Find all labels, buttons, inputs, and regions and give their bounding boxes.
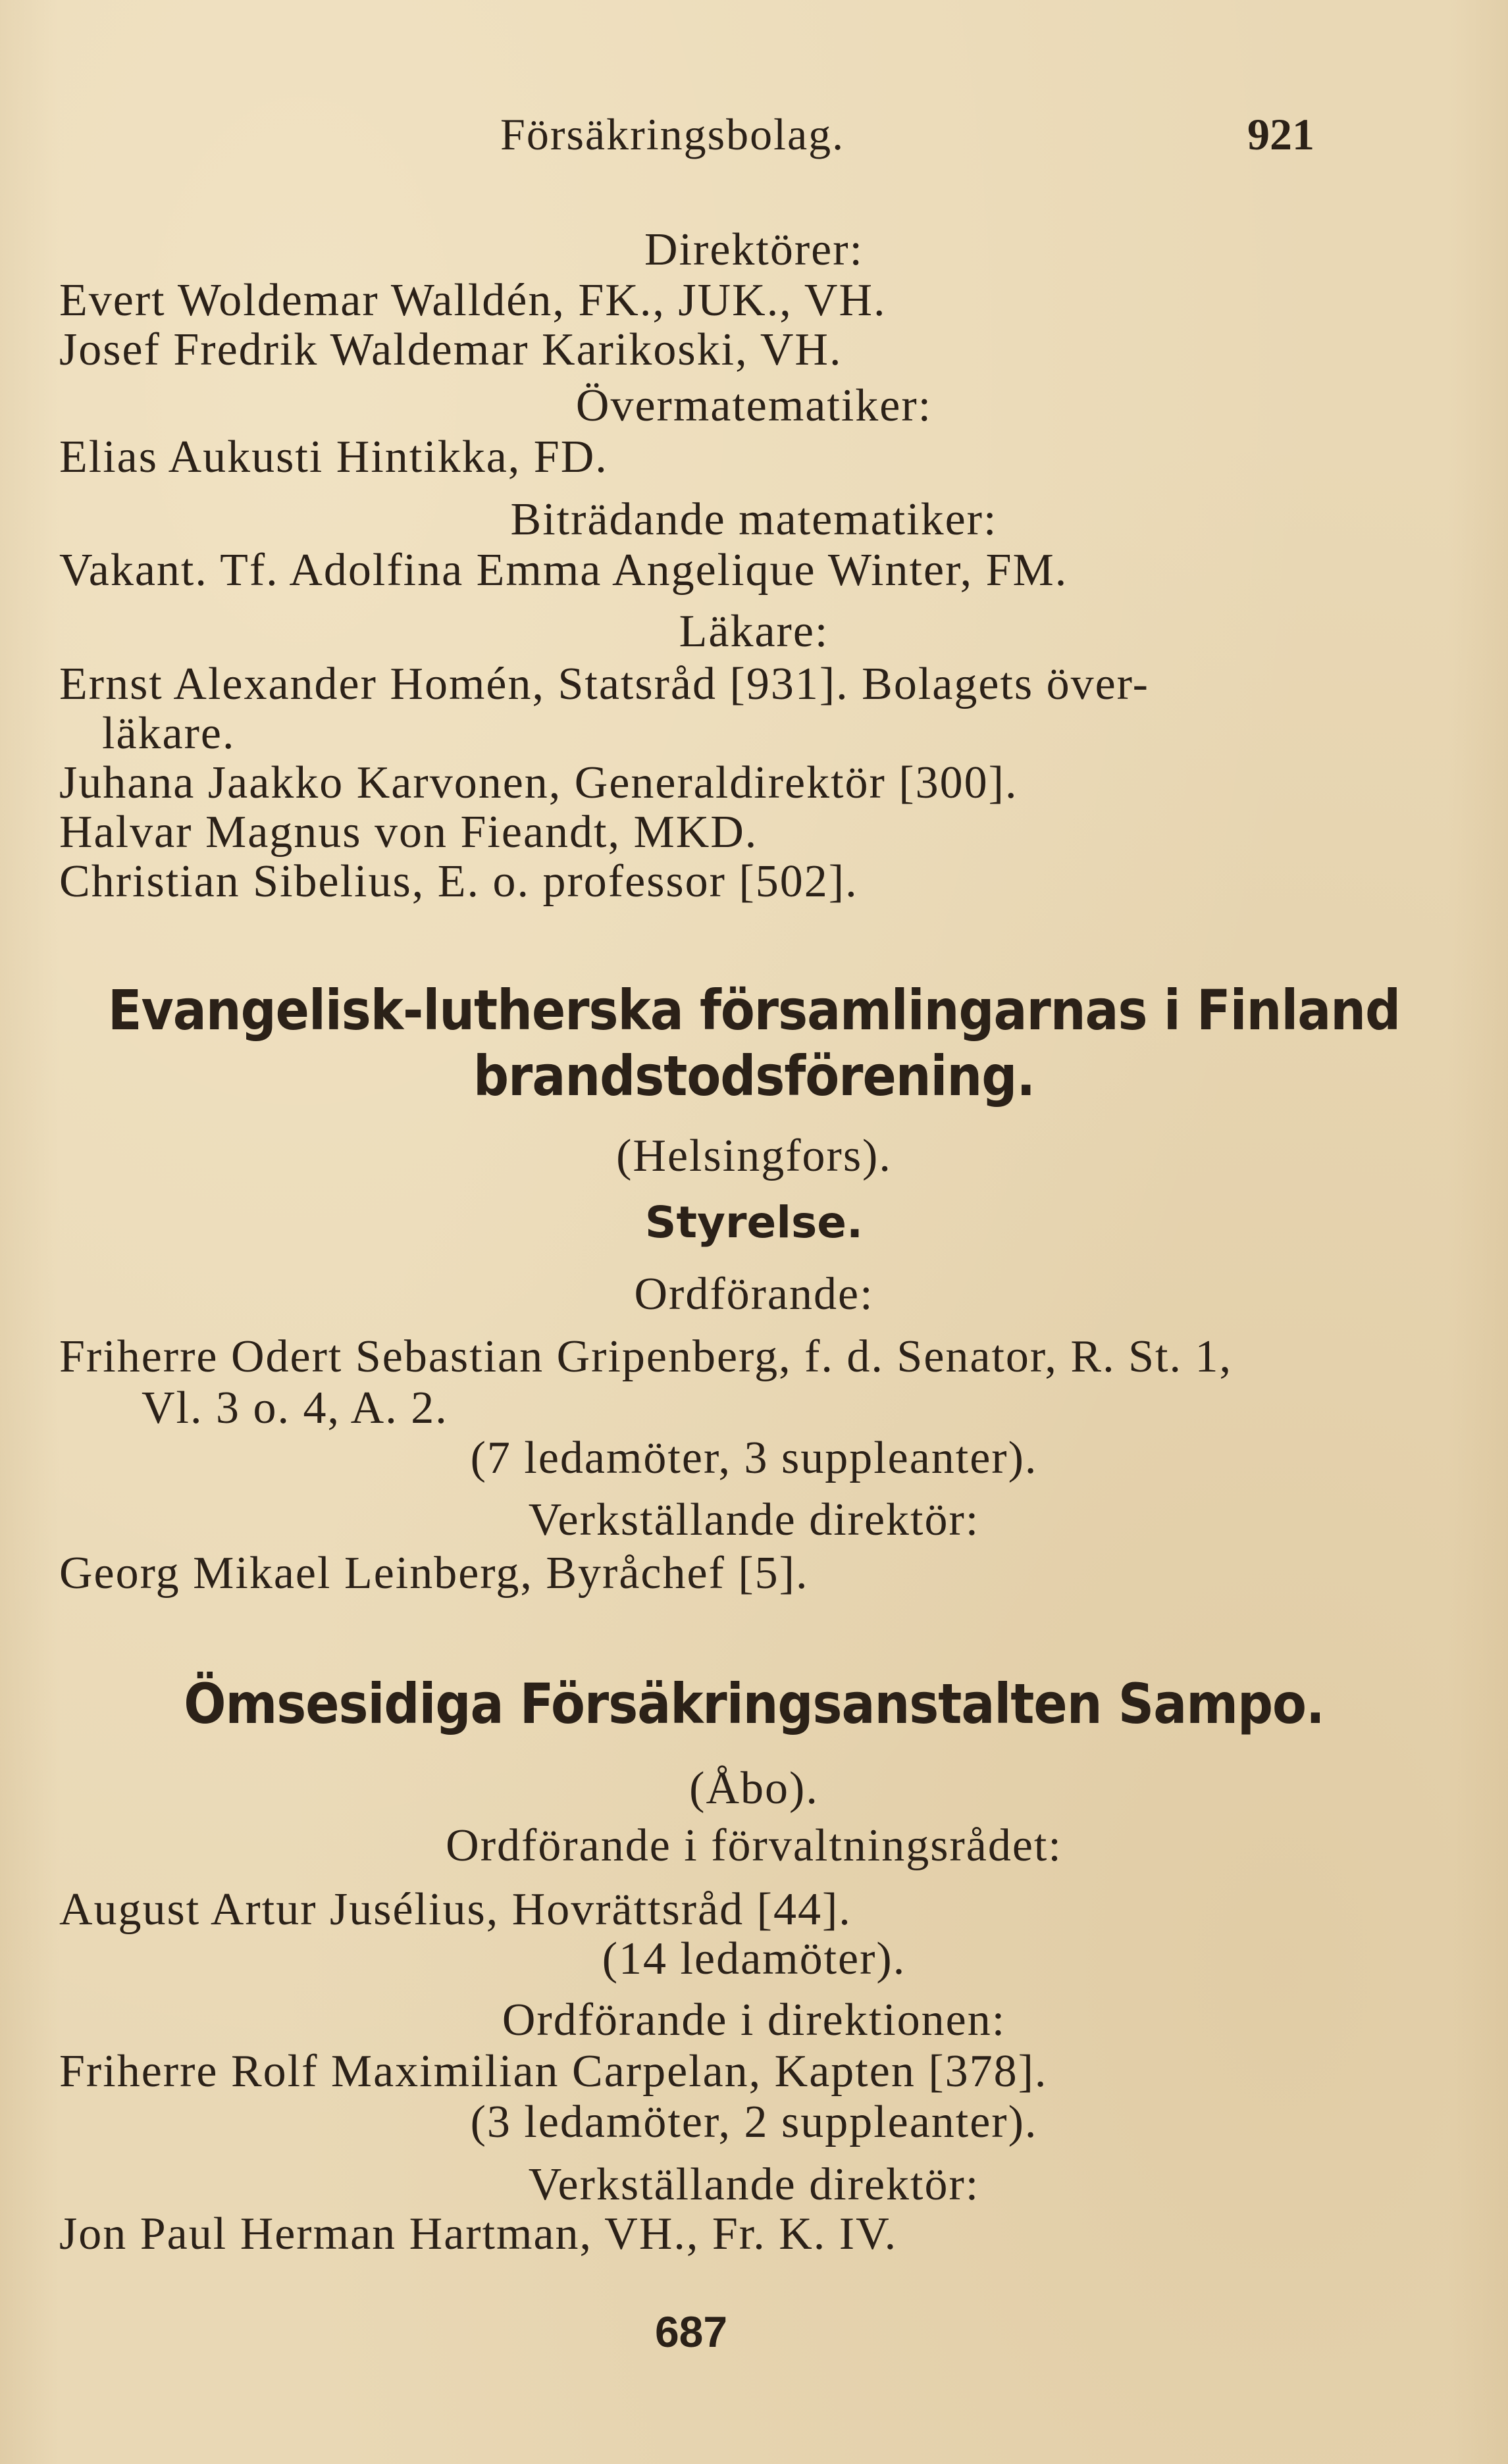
director-2: Josef Fredrik Waldemar Karikoski, VH. (59, 324, 843, 375)
company-title: Ömsesidiga Försäkringsanstalten Sampo. (184, 1672, 1324, 1736)
director-1: Evert Woldemar Walldén, FK., JUK., VH. (59, 275, 887, 326)
company-md-label: Verkställande direktör: (528, 2159, 980, 2210)
running-header-title: Försäkringsbolag. (500, 109, 845, 159)
doctors-label: Läkare: (679, 606, 829, 657)
board-chair-label: Ordförande i direktionen: (502, 1995, 1006, 2045)
council-chair-label: Ordförande i förvaltningsrådet: (446, 1820, 1062, 1871)
assistant-actuary-label: Biträdande matematiker: (510, 494, 998, 545)
doctor-line-2: läkare. (102, 708, 236, 759)
managing-director-label: Verkställande direktör: (528, 1495, 980, 1545)
chair-label: Ordförande: (634, 1269, 874, 1320)
company-md: Jon Paul Herman Hartman, VH., Fr. K. IV. (59, 2209, 898, 2259)
directors-label: Direktörer: (644, 224, 864, 275)
location: (Helsingfors). (616, 1131, 892, 1181)
council-members: (14 ledamöter). (602, 1934, 906, 1984)
board-members: (7 ledamöter, 3 suppleanter). (470, 1433, 1038, 1483)
chair-line-1: Friherre Odert Sebastian Gripenberg, f. d. Senator, R. St. 1, (59, 1331, 1233, 1382)
doctor-line-1: Ernst Alexander Homén, Statsråd [931]. Bolagets över- (59, 659, 1149, 709)
chair-line-2: Vl. 3 o. 4, A. 2. (142, 1383, 448, 1433)
managing-director: Georg Mikael Leinberg, Byråchef [5]. (59, 1548, 809, 1599)
section-title-line-1: Evangelisk-lutherska församlingarnas i Finland (107, 978, 1401, 1042)
doctor-line-4: Halvar Magnus von Fieandt, MKD. (59, 807, 758, 858)
chief-actuary-label: Övermatematiker: (575, 380, 933, 431)
company-location: (Åbo). (689, 1763, 819, 1814)
section-title-line-2: brandstodsförening. (473, 1044, 1035, 1108)
board-chair: Friherre Rolf Maximilian Carpelan, Kapten [378]. (59, 2046, 1048, 2097)
chief-actuary: Elias Aukusti Hintikka, FD. (59, 432, 608, 482)
doctor-line-3: Juhana Jaakko Karvonen, Generaldirektör [300]. (59, 757, 1018, 808)
footer-page-number: 687 (654, 2307, 728, 2356)
board-label: Styrelse. (644, 1197, 864, 1248)
board-members-count: (3 ledamöter, 2 suppleanter). (470, 2097, 1038, 2147)
council-chair: August Artur Jusélius, Hovrättsråd [44]. (59, 1884, 852, 1935)
assistant-actuary: Vakant. Tf. Adolfina Emma Angelique Winter, FM. (59, 545, 1068, 596)
doctor-line-5: Christian Sibelius, E. o. professor [502]. (59, 856, 858, 907)
page-number: 921 (1247, 109, 1314, 159)
